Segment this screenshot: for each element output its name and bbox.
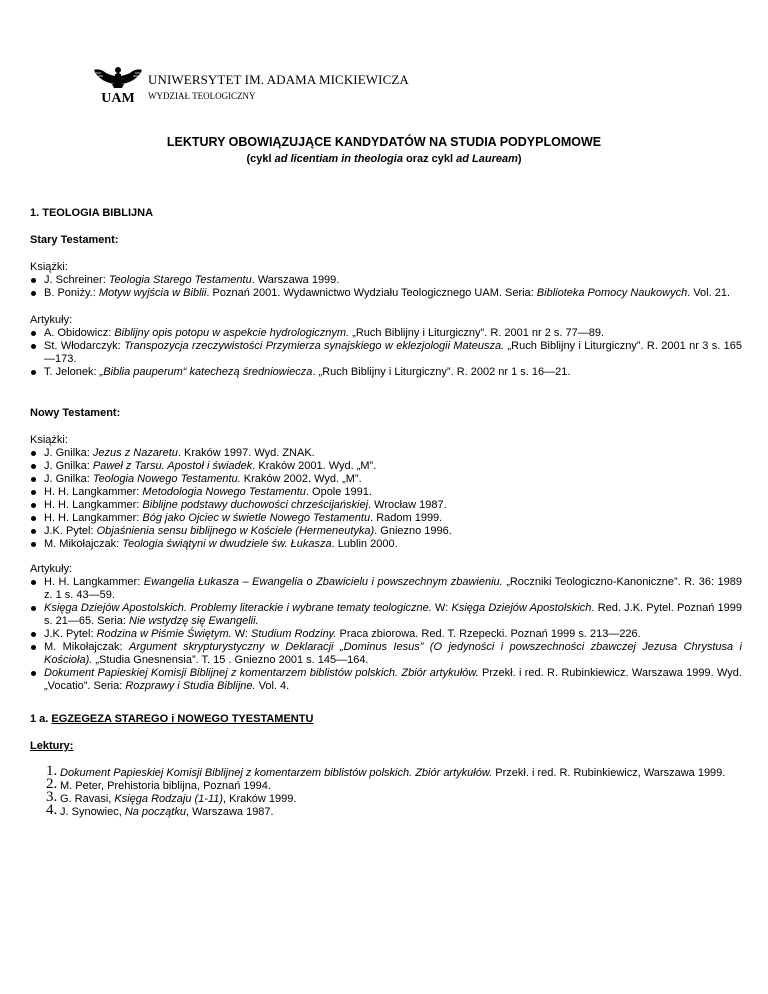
list-item: 1. Dokument Papieskiej Komisji Biblijnej z komentarzem biblistów polskich. Zbiór artykułów. Przekł. i red. R. Rubinkiewicz, Warszawa 1999. — [46, 763, 726, 779]
university-name: UNIWERSYTET IM. ADAMA MICKIEWICZA — [148, 72, 409, 87]
list-item: M. Mikołajczak: Argument skrypturystyczny w Deklaracji „Dominus Iesus” (O jedyności i powszechności zbawczej Jezusa Chrystusa i Kościoła). „Studia Gnesnensia”. T. 15 . Gniezno 2001 s. 145—164. — [30, 641, 742, 667]
articles-label: Artykuły: — [30, 314, 73, 326]
books-label: Książki: — [30, 434, 68, 446]
list-item: J. Gnilka: Paweł z Tarsu. Apostoł i świadek. Kraków 2001. Wyd. „M”. — [30, 460, 742, 473]
list-item: J. Schreiner: Teologia Starego Testamentu. Warszawa 1999. — [30, 274, 742, 287]
page-title: LEKTURY OBOWIĄZUJĄCE KANDYDATÓW NA STUDIA PODYPLOMOWE — [166, 135, 602, 149]
page-subtitle: (cykl ad licentiam in theologia oraz cykl ad Lauream) — [246, 153, 522, 165]
new-testament-books-list — [30, 447, 742, 551]
document-body — [30, 207, 742, 819]
subsection-heading: Nowy Testament: — [30, 407, 121, 419]
egzegeza-reading-list — [30, 763, 742, 819]
list-item: A. Obidowicz: Biblijny opis potopu w aspekcie hydrologicznym. „Ruch Biblijny i Liturgiczny”. R. 2001 nr 2 s. 77—89. — [30, 327, 742, 340]
lektury-label: Lektury: — [30, 740, 74, 752]
section-heading: 1. TEOLOGIA BIBLIJNA — [30, 207, 154, 219]
articles-label: Artykuły: — [30, 563, 73, 575]
list-item: J.K. Pytel: Rodzina w Piśmie Świętym. W: Studium Rodziny. Praca zbiorowa. Red. T. Rzepecki. Poznań 1999 s. 213—226. — [30, 628, 742, 641]
list-item: T. Jelonek: „Biblia pauperum“ katechezą średniowiecza. „Ruch Biblijny i Liturgiczny”. R. 2002 nr 1 s. 16—21. — [30, 366, 742, 379]
list-item: 4. J. Synowiec, Na początku, Warszawa 1987. — [46, 802, 274, 818]
svg-text:UAM: UAM — [101, 91, 135, 104]
new-testament-articles-list — [30, 576, 742, 693]
list-item: Dokument Papieskiej Komisji Biblijnej z komentarzem biblistów polskich. Zbiór artykułów. Przekł. i red. R. Rubinkiewicz. Warszawa 1999. Wyd. „Vocatio”. Seria: Rozprawy i Studia Biblijne. Vol. 4. — [30, 667, 742, 693]
subsection-heading: Stary Testament: — [30, 234, 119, 246]
list-item: H. H. Langkammer: Biblijne podstawy duchowości chrześcijańskiej. Wrocław 1987. — [30, 499, 742, 512]
old-testament-books-list — [30, 274, 742, 300]
section-heading: 1 a. EGZEGEZA STAREGO i NOWEGO TYESTAMENTU — [30, 713, 314, 725]
list-item: H. H. Langkammer: Bóg jako Ojciec w świetle Nowego Testamentu. Radom 1999. — [30, 512, 742, 525]
list-item: M. Mikołajczak: Teologia świątyni w dwudziele św. Łukasza. Lublin 2000. — [30, 538, 742, 551]
list-item: J. Gnilka: Jezus z Nazaretu. Kraków 1997. Wyd. ZNAK. — [30, 447, 742, 460]
list-item: B. Poniży.: Motyw wyjścia w Biblii. Poznań 2001. Wydawnictwo Wydziału Teologicznego UAM. Seria: Biblioteka Pomocy Naukowych. Vol. 21. — [30, 287, 742, 300]
old-testament-articles-list — [30, 327, 742, 379]
faculty-name: WYDZIAŁ TEOLOGICZNY — [148, 91, 256, 101]
uam-eagle-logo-icon — [92, 64, 144, 104]
list-item: St. Włodarczyk: Transpozycja rzeczywistości Przymierza synajskiego w eklezjologii Mateusza. „Ruch Biblijny i Liturgiczny”. R. 2001 nr 3 s. 165—173. — [30, 340, 742, 366]
list-item: J.K. Pytel: Objaśnienia sensu biblijnego w Kościele (Hermeneutyka). Gniezno 1996. — [30, 525, 742, 538]
list-item: J. Gnilka: Teologia Nowego Testamentu. Kraków 2002. Wyd. „M”. — [30, 473, 742, 486]
list-item: H. H. Langkammer: Metodologia Nowego Testamentu. Opole 1991. — [30, 486, 742, 499]
list-item: 3. G. Ravasi, Księga Rodzaju (1-11), Kraków 1999. — [46, 789, 297, 805]
list-item: H. H. Langkammer: Ewangelia Łukasza – Ewangelia o Zbawicielu i powszechnym zbawieniu. „Roczniki Teologiczno-Kanoniczne”. R. 36: 1989 z. 1 s. 43—59. — [30, 576, 742, 602]
books-label: Książki: — [30, 261, 68, 273]
list-item: Księga Dziejów Apostolskich. Problemy literackie i wybrane tematy teologiczne. W: Księga Dziejów Apostolskich. Red. J.K. Pytel. Poznań 1999 s. 21—65. Seria: Nie wstydzę się Ewangelii. — [30, 602, 742, 628]
list-item: 2. M. Peter, Prehistoria biblijna, Poznań 1994. — [46, 776, 271, 792]
